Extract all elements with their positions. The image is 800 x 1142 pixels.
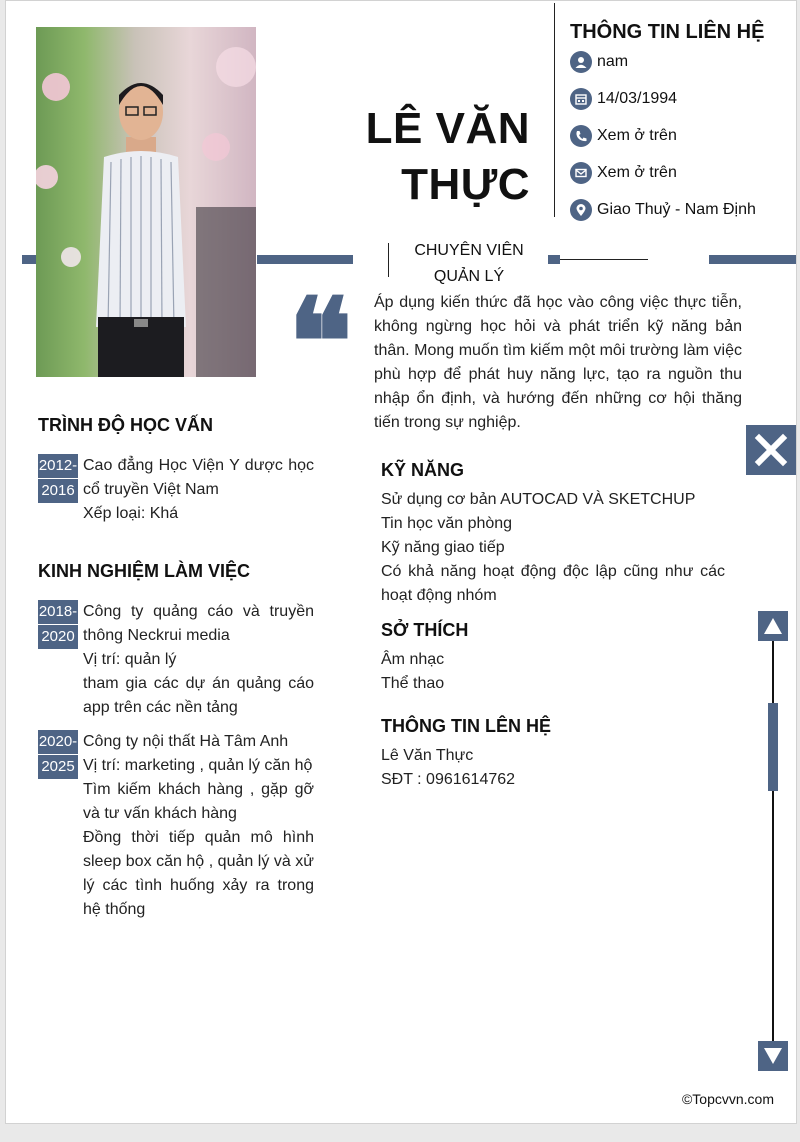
skills-title: KỸ NĂNG <box>381 460 465 480</box>
arrow-up-icon <box>762 616 784 636</box>
accent-bar-middle <box>257 255 353 264</box>
experience-years <box>38 600 78 649</box>
job-title-line-2: QUẢN LÝ <box>433 268 505 285</box>
career-objective: Áp dụng kiến thức đã học vào công việc thực tiễn, không ngừng học hỏi và phát triển kỹ năng bản thân. Mong muốn tìm kiếm một môi trường làm việc phù hợp để phát huy năng lực, tạo ra nguồn thu nhập ổn định, và hướng đến những cơ hội thăng tiến trong sự nghiệp. <box>374 294 742 431</box>
scrollbar-thumb[interactable] <box>768 703 778 791</box>
contact-birthdate <box>570 87 677 111</box>
contact-gender-text: nam <box>597 53 629 70</box>
name-line-1: LÊ VĂN <box>365 104 530 153</box>
scrollbar-track[interactable] <box>772 641 774 1041</box>
scroll-up-button[interactable] <box>758 611 788 641</box>
skills-list <box>381 488 725 608</box>
experience-description: tham gia các dự án quảng cáo app trên các nền tảng <box>83 675 314 716</box>
hobby-item: Âm nhạc <box>381 651 445 668</box>
education-details <box>83 454 314 526</box>
phone-icon <box>570 125 592 147</box>
skill-item: Có khả năng hoạt động độc lập cũng như các hoạt động nhóm <box>381 563 725 604</box>
year-end: 2016 <box>38 478 78 503</box>
arrow-down-icon <box>762 1046 784 1066</box>
reference-list <box>381 744 725 792</box>
contact-email-text: Xem ở trên <box>597 164 677 181</box>
accent-line <box>560 259 648 260</box>
calendar-icon <box>570 88 592 110</box>
year-end: 2025 <box>38 754 78 779</box>
portrait-photo <box>36 27 256 377</box>
experience-company: Công ty quảng cáo và truyền thông Neckrui media <box>83 603 314 644</box>
reference-name: Lê Văn Thực <box>381 747 474 764</box>
accent-bar-small <box>548 255 560 264</box>
education-school: Cao đẳng Học Viện Y dược học cổ truyền Việt Nam <box>83 457 314 498</box>
full-name <box>366 101 530 213</box>
contact-phone <box>570 124 677 148</box>
quote-icon: ❝ <box>288 272 353 413</box>
name-line-2: THỰC <box>401 160 530 209</box>
experience-description: Đồng thời tiếp quản mô hình sleep box căn hộ , quản lý và xử lý các tình huống xảy ra trong hệ thống <box>83 829 314 918</box>
contact-phone-text: Xem ở trên <box>597 127 677 144</box>
year-end: 2020 <box>38 624 78 649</box>
contact-title: THÔNG TIN LIÊN HỆ <box>570 21 765 43</box>
contact-address-text: Giao Thuỷ - Nam Định <box>597 201 756 218</box>
accent-bar-right <box>709 255 796 264</box>
scroll-down-button[interactable] <box>758 1041 788 1071</box>
year-start: 2018- <box>38 603 78 620</box>
experience-details <box>83 600 314 720</box>
contact-divider <box>554 3 555 217</box>
contact-address <box>570 198 756 222</box>
hobbies-list <box>381 648 725 696</box>
skill-item: Kỹ năng giao tiếp <box>381 539 505 556</box>
experience-description: Tìm kiếm khách hàng , gặp gỡ và tư vấn khách hàng <box>83 781 314 822</box>
experience-position: Vị trí: marketing , quản lý căn hộ <box>83 757 313 774</box>
hobby-item: Thể thao <box>381 675 445 692</box>
education-title: TRÌNH ĐỘ HỌC VẤN <box>38 415 213 435</box>
experience-position: Vị trí: quản lý <box>83 651 177 668</box>
education-grade: Xếp loại: Khá <box>83 505 179 522</box>
education-years <box>38 454 78 503</box>
location-icon <box>570 199 592 221</box>
reference-title: THÔNG TIN LÊN HỆ <box>381 716 551 736</box>
reference-phone: SĐT : 0961614762 <box>381 771 516 788</box>
mail-icon <box>570 162 592 184</box>
close-button[interactable] <box>746 425 796 475</box>
experience-years <box>38 730 78 779</box>
job-title-divider <box>388 243 389 277</box>
year-start: 2020- <box>38 733 78 750</box>
close-icon <box>753 432 789 468</box>
resume-page <box>5 0 797 1124</box>
footer-watermark: ©Topcvvn.com <box>681 1091 774 1107</box>
accent-bar-left <box>22 255 36 264</box>
skill-item: Tin học văn phòng <box>381 515 513 532</box>
experience-entry <box>38 730 314 922</box>
job-title <box>394 238 544 290</box>
contact-birthdate-text: 14/03/1994 <box>597 90 678 107</box>
year-start: 2012- <box>38 457 78 474</box>
education-entry <box>38 454 314 526</box>
job-title-line-1: CHUYÊN VIÊN <box>414 242 524 259</box>
contact-email <box>570 161 677 185</box>
experience-details <box>83 730 314 922</box>
hobbies-title: SỞ THÍCH <box>381 620 469 640</box>
experience-title: KINH NGHIỆM LÀM VIỆC <box>38 561 251 581</box>
contact-gender <box>570 50 628 74</box>
experience-company: Công ty nội thất Hà Tâm Anh <box>83 733 289 750</box>
user-icon <box>570 51 592 73</box>
experience-entry <box>38 600 314 720</box>
skill-item: Sử dụng cơ bản AUTOCAD VÀ SKETCHUP <box>381 491 696 508</box>
